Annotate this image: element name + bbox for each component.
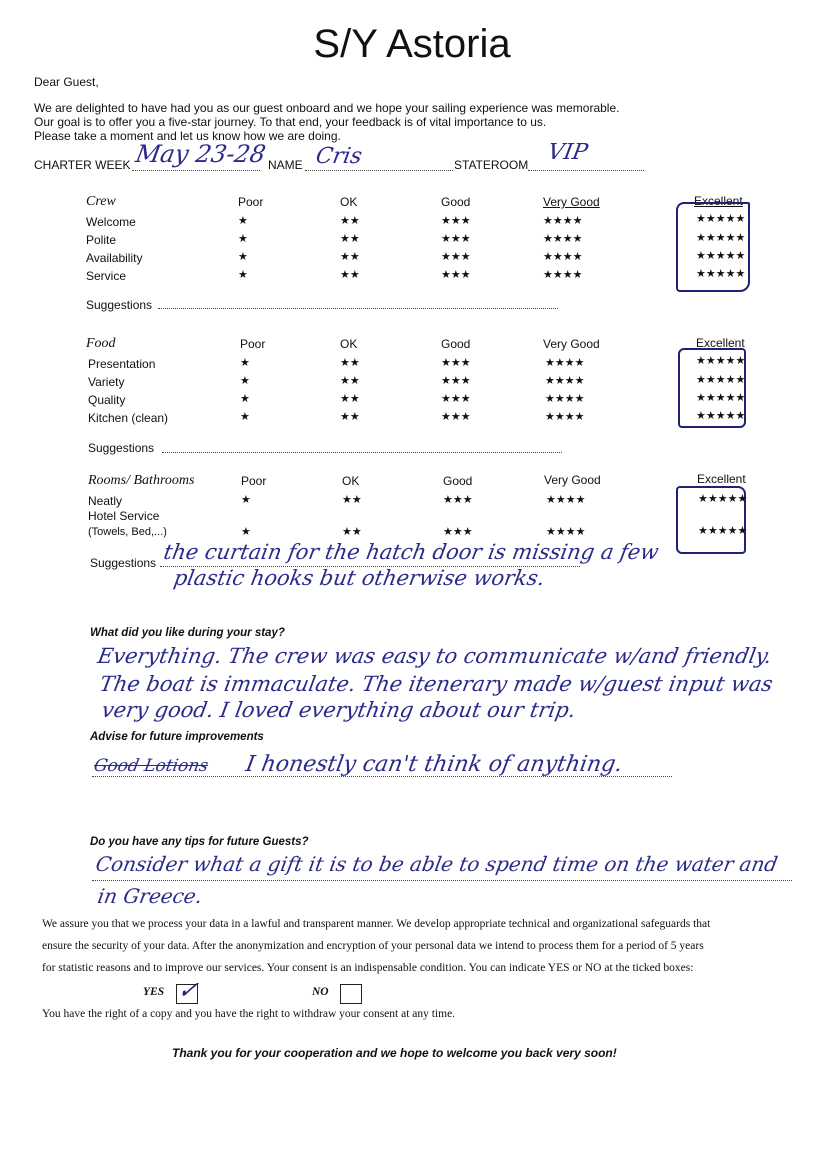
liked-answer-line[interactable]: Everything. The crew was easy to communicate w/and friendly. [95, 644, 774, 668]
star-option[interactable]: ★★★ [441, 411, 471, 423]
greeting: Dear Guest, [34, 75, 99, 89]
star-option[interactable]: ★★★★ [546, 494, 586, 506]
intro-line: Our goal is to offer you a five-star journey. To that end, your feedback is of vital importance to us. [34, 115, 547, 129]
star-option[interactable]: ★ [238, 215, 248, 227]
star-option[interactable]: ★ [238, 269, 248, 281]
tips-answer-line[interactable]: in Greece. [95, 884, 205, 908]
star-option[interactable]: ★★★★ [543, 251, 583, 263]
rooms-suggestion-line[interactable]: the curtain for the hatch door is missing a few [161, 540, 661, 564]
col-good: Good [441, 337, 471, 351]
star-option[interactable]: ★★★★ [545, 393, 585, 405]
row-label-hotel-service: Hotel Service [88, 509, 160, 523]
question-improvements: Advise for future improvements [90, 731, 264, 743]
star-option[interactable]: ★★★★ [545, 357, 585, 369]
suggestions-line[interactable] [158, 308, 558, 309]
star-option-selected[interactable]: ★★★★★ [696, 355, 746, 367]
liked-answer-line[interactable]: very good. I loved everything about our trip. [99, 698, 578, 722]
suggestions-label: Suggestions [90, 556, 157, 570]
row-label-kitchen: Kitchen (clean) [88, 411, 169, 425]
star-option[interactable]: ★★ [340, 269, 360, 281]
star-option[interactable]: ★★★ [441, 393, 471, 405]
no-label: NO [312, 986, 329, 998]
intro-line: Please take a moment and let us know how we are doing. [34, 129, 341, 143]
charter-week-label: CHARTER WEEK [34, 158, 131, 172]
row-label-service: Service [86, 269, 127, 283]
star-option[interactable]: ★ [240, 393, 250, 405]
row-label-quality: Quality [88, 393, 126, 407]
consent-text-line: We assure you that we process your data in a lawful and transparent manner. We develop appropriate technical and organizational safeguards that [42, 918, 711, 930]
col-very-good: Very Good [543, 337, 600, 351]
section-title-rooms: Rooms/ Bathrooms [88, 473, 195, 488]
col-excellent: Excellent [696, 336, 745, 350]
star-option[interactable]: ★ [241, 526, 251, 538]
suggestions-line[interactable] [162, 452, 562, 453]
star-option[interactable]: ★★★★ [546, 526, 586, 538]
row-label-variety: Variety [88, 375, 125, 389]
section-title-crew: Crew [86, 194, 116, 209]
star-option[interactable]: ★★★ [443, 526, 473, 538]
intro-line: We are delighted to have had you as our guest onboard and we hope your sailing experience was memorable. [34, 101, 620, 115]
star-option[interactable]: ★★★★ [543, 233, 583, 245]
star-option[interactable]: ★★ [342, 494, 362, 506]
row-label-neatly: Neatly [88, 494, 123, 508]
charter-week-value[interactable]: May 23-28 [133, 140, 268, 168]
stateroom-label: STATEROOM [454, 158, 529, 172]
row-label-welcome: Welcome [86, 215, 136, 229]
star-option[interactable]: ★★ [342, 526, 362, 538]
consent-text-line: ensure the security of your data. After the anonymization and encryption of your personal data we intend to process them for a period of 5 years [42, 940, 704, 952]
col-poor: Poor [241, 474, 267, 488]
col-ok: OK [340, 195, 358, 209]
star-option[interactable]: ★★ [340, 411, 360, 423]
star-option-selected[interactable]: ★★★★★ [696, 374, 746, 386]
star-option-selected[interactable]: ★★★★★ [696, 232, 746, 244]
suggestions-label: Suggestions [88, 441, 155, 455]
name-line [305, 170, 453, 171]
col-poor: Poor [240, 337, 266, 351]
no-checkbox[interactable] [340, 984, 362, 1004]
question-tips: Do you have any tips for future Guests? [90, 836, 309, 848]
col-ok: OK [342, 474, 360, 488]
star-option[interactable]: ★ [241, 494, 251, 506]
star-option[interactable]: ★ [238, 251, 248, 263]
star-option[interactable]: ★★ [340, 215, 360, 227]
star-option[interactable]: ★ [240, 357, 250, 369]
col-very-good: Very Good [543, 195, 600, 209]
star-option[interactable]: ★★★ [441, 215, 471, 227]
star-option[interactable]: ★★★ [441, 269, 471, 281]
col-excellent: Excellent [694, 194, 743, 208]
star-option[interactable]: ★★ [340, 233, 360, 245]
row-label-towels-bed: (Towels, Bed,...) [88, 526, 167, 538]
star-option-selected[interactable]: ★★★★★ [696, 392, 746, 404]
star-option[interactable]: ★★★ [441, 233, 471, 245]
row-label-availability: Availability [86, 251, 143, 265]
name-label: NAME [268, 158, 303, 172]
star-option[interactable]: ★★★ [441, 357, 471, 369]
star-option[interactable]: ★★★★ [545, 411, 585, 423]
star-option[interactable]: ★★★★ [543, 215, 583, 227]
star-option-selected[interactable]: ★★★★★ [696, 213, 746, 225]
star-option-selected[interactable]: ★★★★★ [698, 493, 748, 505]
star-option[interactable]: ★★★ [441, 251, 471, 263]
star-option-selected[interactable]: ★★★★★ [698, 525, 748, 537]
section-title-food: Food [86, 336, 116, 351]
star-option[interactable]: ★ [240, 375, 250, 387]
star-option[interactable]: ★★ [340, 375, 360, 387]
col-ok: OK [340, 337, 358, 351]
star-option[interactable]: ★★★ [441, 375, 471, 387]
star-option[interactable]: ★ [240, 411, 250, 423]
col-poor: Poor [238, 195, 264, 209]
improvements-answer[interactable]: I honestly can't think of anything. [243, 752, 625, 777]
star-option-selected[interactable]: ★★★★★ [696, 268, 746, 280]
tips-line [92, 880, 792, 881]
liked-answer-line[interactable]: The boat is immaculate. The itenerary made w/guest input was [97, 672, 775, 696]
star-option[interactable]: ★★★★ [545, 375, 585, 387]
star-option[interactable]: ★★ [340, 393, 360, 405]
yes-label: YES [143, 986, 165, 998]
row-label-presentation: Presentation [88, 357, 156, 371]
star-option-selected[interactable]: ★★★★★ [696, 410, 746, 422]
star-option[interactable]: ★★ [340, 251, 360, 263]
tips-answer-line[interactable]: Consider what a gift it is to be able to spend time on the water and [93, 852, 780, 876]
consent-text-line: for statistic reasons and to improve our services. Your consent is an indispensable condition. You can indicate YES or NO at the ticked boxes: [42, 962, 694, 974]
row-label-polite: Polite [86, 233, 117, 247]
question-liked: What did you like during your stay? [90, 627, 285, 639]
star-option[interactable]: ★★★★ [543, 269, 583, 281]
charter-week-line [132, 170, 260, 171]
col-good: Good [441, 195, 471, 209]
col-very-good: Very Good [544, 473, 601, 487]
star-option[interactable]: ★ [238, 233, 248, 245]
consent-rights: You have the right of a copy and you have the right to withdraw your consent at any time. [42, 1008, 456, 1020]
rooms-suggestion-line[interactable]: plastic hooks but otherwise works. [171, 566, 547, 590]
form-title: S/Y Astoria [313, 22, 511, 66]
suggestions-label: Suggestions [86, 298, 153, 312]
check-mark-icon: ✓ [175, 976, 201, 1004]
name-value[interactable]: Cris [313, 144, 364, 169]
star-option[interactable]: ★★★ [443, 494, 473, 506]
star-option-selected[interactable]: ★★★★★ [696, 250, 746, 262]
col-excellent: Excellent [697, 472, 746, 486]
stateroom-line [528, 170, 644, 171]
stateroom-value[interactable]: VIP [545, 140, 590, 165]
star-option[interactable]: ★★ [340, 357, 360, 369]
improvements-crossed-out: Good Lotions [92, 756, 210, 776]
col-good: Good [443, 474, 473, 488]
thanks-message: Thank you for your cooperation and we hope to welcome you back very soon! [172, 1046, 617, 1060]
